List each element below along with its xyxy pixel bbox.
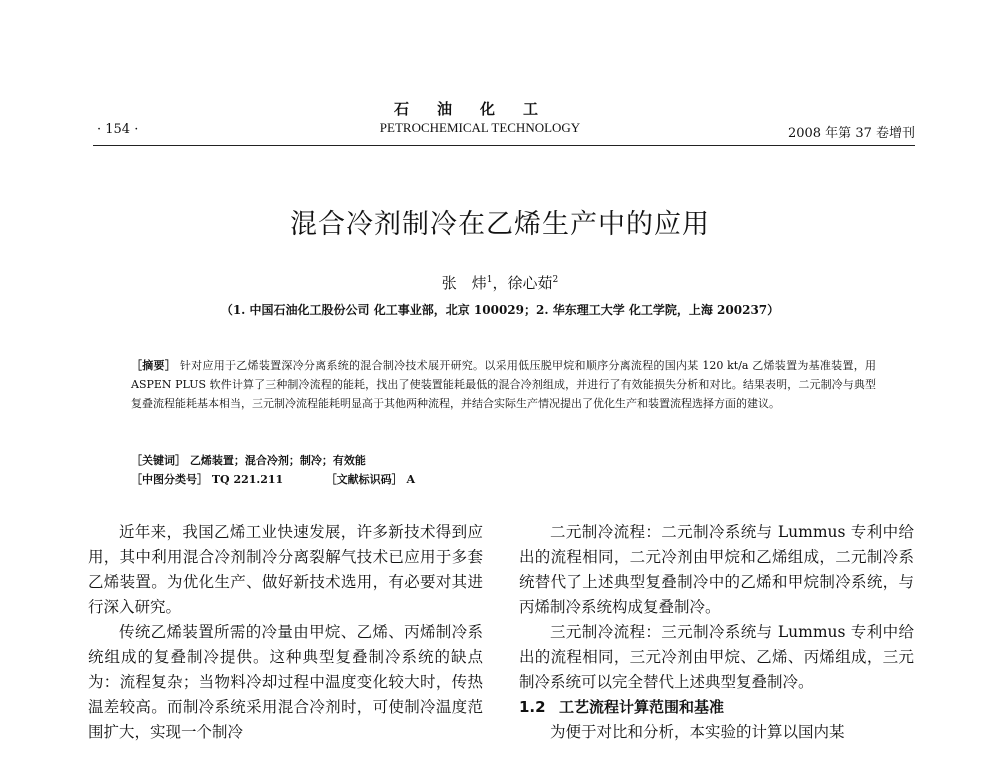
section-number: 1.2 [519, 698, 546, 716]
author-list [0, 272, 1000, 293]
author-separator: ， [492, 274, 508, 292]
body-column-right [519, 520, 914, 745]
keywords-text: 乙烯装置；混合冷剂；制冷；有效能 [189, 454, 366, 467]
section-title: 工艺流程计算范围和基准 [559, 698, 725, 716]
body-paragraph: 传统乙烯装置所需的冷量由甲烷、乙烯、丙烯制冷系统组成的复叠制冷提供。这种典型复叠制冷系统的缺点为：流程复杂；当物料冷却过程中温度变化较大时，传热温差较高。而制冷系统采用混合冷剂时，可使制冷温度范围扩大，实现一个制冷 [88, 623, 483, 741]
author-name: 徐心茹 [507, 274, 553, 292]
doc-code-label: ［文献标识码］ [325, 473, 403, 486]
abstract-text: 针对应用于乙烯装置深冷分离系统的混合制冷技术展开研究。以采用低压脱甲烷和顺序分离流程的国内某 120 kt/a 乙烯装置为基准装置，用 ASPEN PLUS 软件计算了三种制冷流程的能耗，找出了使装置能耗最低的混合冷剂组成，并进行了有效能损失分析和对比。结果表明，二元制冷与典型复叠流程能耗基本相当，三元制冷流程能耗明显高于其他两种流程，并结合实际生产情况提出了优化生产和装置流程选择方面的建议。 [131, 359, 876, 410]
author-affiliation-marker: 2 [552, 275, 559, 285]
author-affiliation-marker: 1 [486, 275, 493, 285]
body-column-left [88, 520, 483, 745]
clc-label: ［中图分类号］ [131, 473, 208, 486]
classification-line [131, 471, 415, 487]
journal-name-cn: 石油化工 [393, 100, 566, 118]
body-paragraph: 为便于对比和分析，本实验的计算以国内某 [550, 723, 845, 741]
keywords [131, 452, 366, 468]
body-paragraph: 近年来，我国乙烯工业快速发展，许多新技术得到应用，其中利用混合冷剂制冷分离裂解气技术已应用于多套乙烯装置。为优化生产、做好新技术选用，有必要对其进行深入研究。 [88, 523, 483, 616]
journal-name-en: PETROCHEMICAL TECHNOLOGY [379, 120, 581, 135]
body-paragraph: 二元制冷流程：二元制冷系统与 Lummus 专利中给出的流程相同，二元冷剂由甲烷和乙烯组成，二元制冷系统替代了上述典型复叠制冷中的乙烯和甲烷制冷系统，与丙烯制冷系统构成复叠制冷。 [519, 523, 914, 616]
section-heading [519, 695, 914, 720]
body-paragraph: 三元制冷流程：三元制冷系统与 Lummus 专利中给出的流程相同，三元冷剂由甲烷、乙烯、丙烯组成，三元制冷系统可以完全替代上述典型复叠制冷。 [519, 623, 914, 691]
clc-code: TQ 221.211 [211, 473, 284, 486]
article-title: 混合冷剂制冷在乙烯生产中的应用 [290, 209, 710, 240]
keywords-label: ［关键词］ [131, 454, 186, 467]
author-name: 张 炜 [441, 274, 487, 292]
abstract [131, 356, 876, 413]
doc-code: A [406, 473, 416, 486]
page-number: · 154 · [97, 122, 139, 137]
abstract-label: ［摘要］ [131, 359, 177, 372]
header-rule [93, 145, 915, 146]
issue-info: 2008 年第 37 卷增刊 [787, 126, 915, 141]
affiliation: （1. 中国石油化工股份公司 化工事业部，北京 100029；2. 华东理工大学 化工学院，上海 200237） [220, 303, 780, 317]
